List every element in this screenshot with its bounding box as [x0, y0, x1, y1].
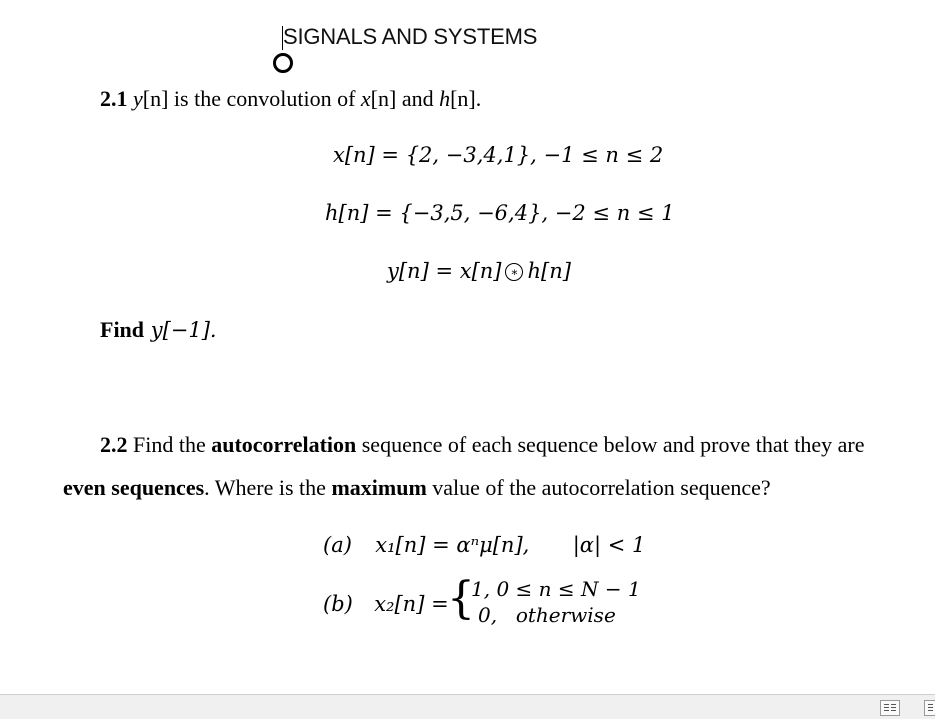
index: [n].: [450, 86, 482, 111]
case-brace: {: [447, 573, 475, 624]
problem-number: 2.2: [100, 432, 128, 457]
problem-2-2-line2: [63, 475, 771, 501]
case-1: 1, 0 ≤ n ≤ N − 1: [471, 577, 641, 601]
read-mode-icon[interactable]: [880, 700, 900, 716]
find-statement: [100, 317, 217, 343]
case-2-value: 0,: [478, 603, 498, 627]
problem-number: 2.1: [100, 86, 128, 111]
var-x: x: [360, 86, 371, 111]
text: . Where is the: [204, 475, 332, 500]
case-2-cond: otherwise: [515, 603, 616, 627]
part-b: [323, 592, 449, 616]
var-h: h: [439, 86, 451, 111]
print-layout-icon[interactable]: [924, 700, 935, 716]
part-a: [323, 533, 645, 557]
problem-2-1-statement: [100, 86, 481, 112]
equation-y-left: y[n] = x[n]: [387, 259, 502, 283]
find-expr: y[−1].: [144, 318, 217, 342]
emphasis: even sequences: [63, 475, 205, 500]
emphasis: maximum: [331, 475, 427, 500]
circular-convolution-icon: ∗: [505, 263, 523, 281]
text: sequence of each sequence below and prove that they are: [356, 432, 865, 457]
var-y: y: [133, 86, 143, 111]
status-bar: [0, 694, 935, 719]
text: Find the: [127, 432, 212, 457]
part-a-cond: |α| < 1: [572, 533, 646, 557]
problem-2-2-line1: [100, 432, 864, 458]
index: [n]: [370, 86, 397, 111]
equation-y: [387, 259, 571, 283]
document-header-title[interactable]: SIGNALS AND SYSTEMS: [283, 24, 538, 49]
text: and: [396, 86, 440, 111]
index: [n]: [142, 86, 169, 111]
selection-handle[interactable]: [273, 53, 293, 73]
text: is the convolution of: [168, 86, 361, 111]
part-b-expr: x₂[n] =: [374, 592, 449, 616]
find-label: Find: [100, 317, 145, 342]
emphasis: autocorrelation: [211, 432, 357, 457]
case-2: [478, 603, 616, 627]
part-b-label: (b): [323, 592, 353, 616]
text: value of the autocorrelation sequence?: [426, 475, 771, 500]
equation-h: h[n] = {−3,5, −6,4}, −2 ≤ n ≤ 1: [325, 201, 675, 225]
text-cursor: [282, 26, 283, 50]
part-a-expr: x₁[n] = αⁿμ[n],: [375, 533, 530, 557]
equation-y-right: h[n]: [527, 259, 571, 283]
part-a-label: (a): [323, 533, 352, 557]
equation-x: x[n] = {2, −3,4,1}, −1 ≤ n ≤ 2: [333, 143, 664, 167]
